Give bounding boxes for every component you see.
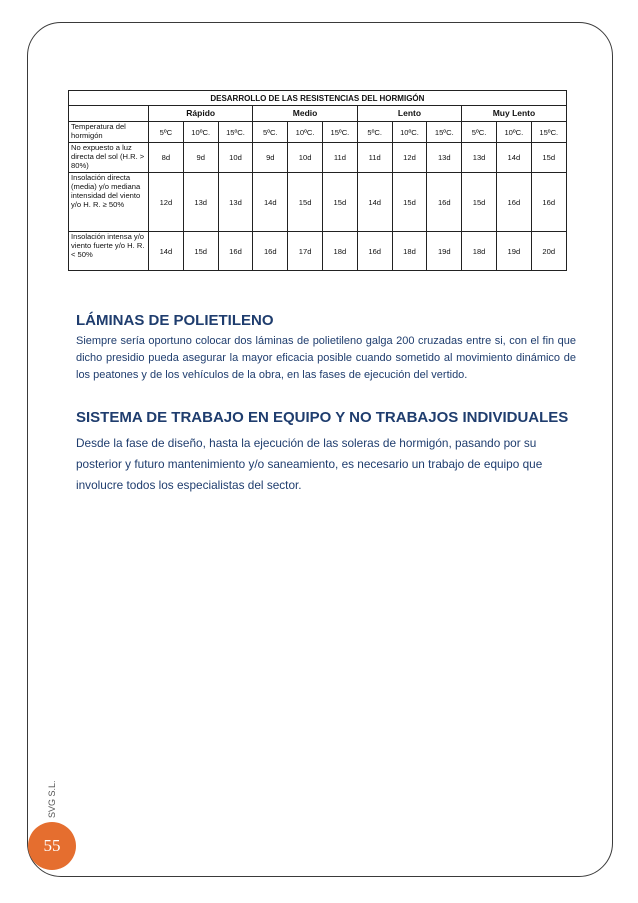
temp-cell: 10ºC. <box>392 122 427 143</box>
table-cell: 18d <box>462 232 497 271</box>
section-heading: SISTEMA DE TRABAJO EN EQUIPO Y NO TRABAJOS INDIVIDUALES <box>76 409 569 426</box>
table-cell: 11d <box>322 143 357 173</box>
temp-cell: 10ºC. <box>183 122 218 143</box>
table-cell: 19d <box>427 232 462 271</box>
temperature-label: Temperatura del hormigón <box>69 122 149 143</box>
section-laminas <box>76 312 576 384</box>
row-label: Insolación intensa y/o viento fuerte y/o H. R. < 50% <box>69 232 149 271</box>
table-cell: 16d <box>531 173 566 232</box>
table-cell: 9d <box>253 143 288 173</box>
group-header-lento: Lento <box>357 106 461 122</box>
table-cell: 10d <box>288 143 323 173</box>
row-label: Insolación directa (media) y/o mediana intensidad del viento y/o H. R. ≥ 50% <box>69 173 149 232</box>
row-label: No expuesto a luz directa del sol (H.R. > 80%) <box>69 143 149 173</box>
company-label: SVG S.L. <box>47 780 57 818</box>
table-cell: 16d <box>218 232 253 271</box>
resistance-table-container <box>68 90 566 271</box>
temp-cell: 5ºC. <box>462 122 497 143</box>
temp-cell: 10ºC. <box>288 122 323 143</box>
group-header-medio: Medio <box>253 106 357 122</box>
group-header-rapido: Rápido <box>149 106 253 122</box>
header-blank-cell <box>69 106 149 122</box>
table-cell: 9d <box>183 143 218 173</box>
temp-cell: 15ºC. <box>322 122 357 143</box>
group-header-muy-lento: Muy Lento <box>462 106 567 122</box>
table-cell: 8d <box>149 143 184 173</box>
resistance-table <box>68 90 567 271</box>
table-cell: 16d <box>496 173 531 232</box>
table-cell: 17d <box>288 232 323 271</box>
table-cell: 14d <box>357 173 392 232</box>
table-row <box>69 143 567 173</box>
table-cell: 12d <box>149 173 184 232</box>
temp-cell: 15ºC. <box>218 122 253 143</box>
temp-cell: 5ºC. <box>253 122 288 143</box>
table-cell: 15d <box>462 173 497 232</box>
section-body: Siempre sería oportuno colocar dos láminas de polietileno galga 200 cruzadas entre si, con el fin que dicho presidio pueda asegurar la mayor eficacia posible cuando sometido al movimiento dinámico de los peatones y de los vehículos de la obra, en las fases de ejecución del vertido. <box>76 335 576 381</box>
temperature-row <box>69 122 567 143</box>
table-cell: 15d <box>288 173 323 232</box>
table-row <box>69 173 567 232</box>
table-cell: 15d <box>322 173 357 232</box>
table-row <box>69 232 567 271</box>
table-cell: 18d <box>392 232 427 271</box>
table-cell: 13d <box>218 173 253 232</box>
table-cell: 13d <box>462 143 497 173</box>
table-cell: 14d <box>253 173 288 232</box>
temp-cell: 5ºC. <box>357 122 392 143</box>
table-cell: 15d <box>392 173 427 232</box>
table-cell: 16d <box>357 232 392 271</box>
table-cell: 11d <box>357 143 392 173</box>
table-cell: 12d <box>392 143 427 173</box>
table-cell: 14d <box>496 143 531 173</box>
table-cell: 14d <box>149 232 184 271</box>
page-number: 55 <box>43 836 61 855</box>
table-cell: 10d <box>218 143 253 173</box>
temp-cell: 10ºC. <box>496 122 531 143</box>
table-cell: 15d <box>531 143 566 173</box>
table-cell: 18d <box>322 232 357 271</box>
temp-cell: 15ºC. <box>531 122 566 143</box>
section-trabajo-equipo <box>76 409 576 496</box>
table-cell: 20d <box>531 232 566 271</box>
page-number-badge <box>28 822 76 870</box>
table-cell: 16d <box>427 173 462 232</box>
section-heading: LÁMINAS DE POLIETILENO <box>76 312 274 329</box>
temp-cell: 15ºC. <box>427 122 462 143</box>
table-cell: 13d <box>427 143 462 173</box>
temp-cell: 5ºC <box>149 122 184 143</box>
table-cell: 13d <box>183 173 218 232</box>
table-cell: 15d <box>183 232 218 271</box>
table-cell: 19d <box>496 232 531 271</box>
section-body: Desde la fase de diseño, hasta la ejecución de las soleras de hormigón, pasando por su posterior y futuro mantenimiento y/o saneamiento, es necesario un trabajo de equipo que involucre todos los especialistas del sector. <box>76 436 543 492</box>
table-cell: 16d <box>253 232 288 271</box>
table-title: DESARROLLO DE LAS RESISTENCIAS DEL HORMIGÓN <box>69 91 567 106</box>
